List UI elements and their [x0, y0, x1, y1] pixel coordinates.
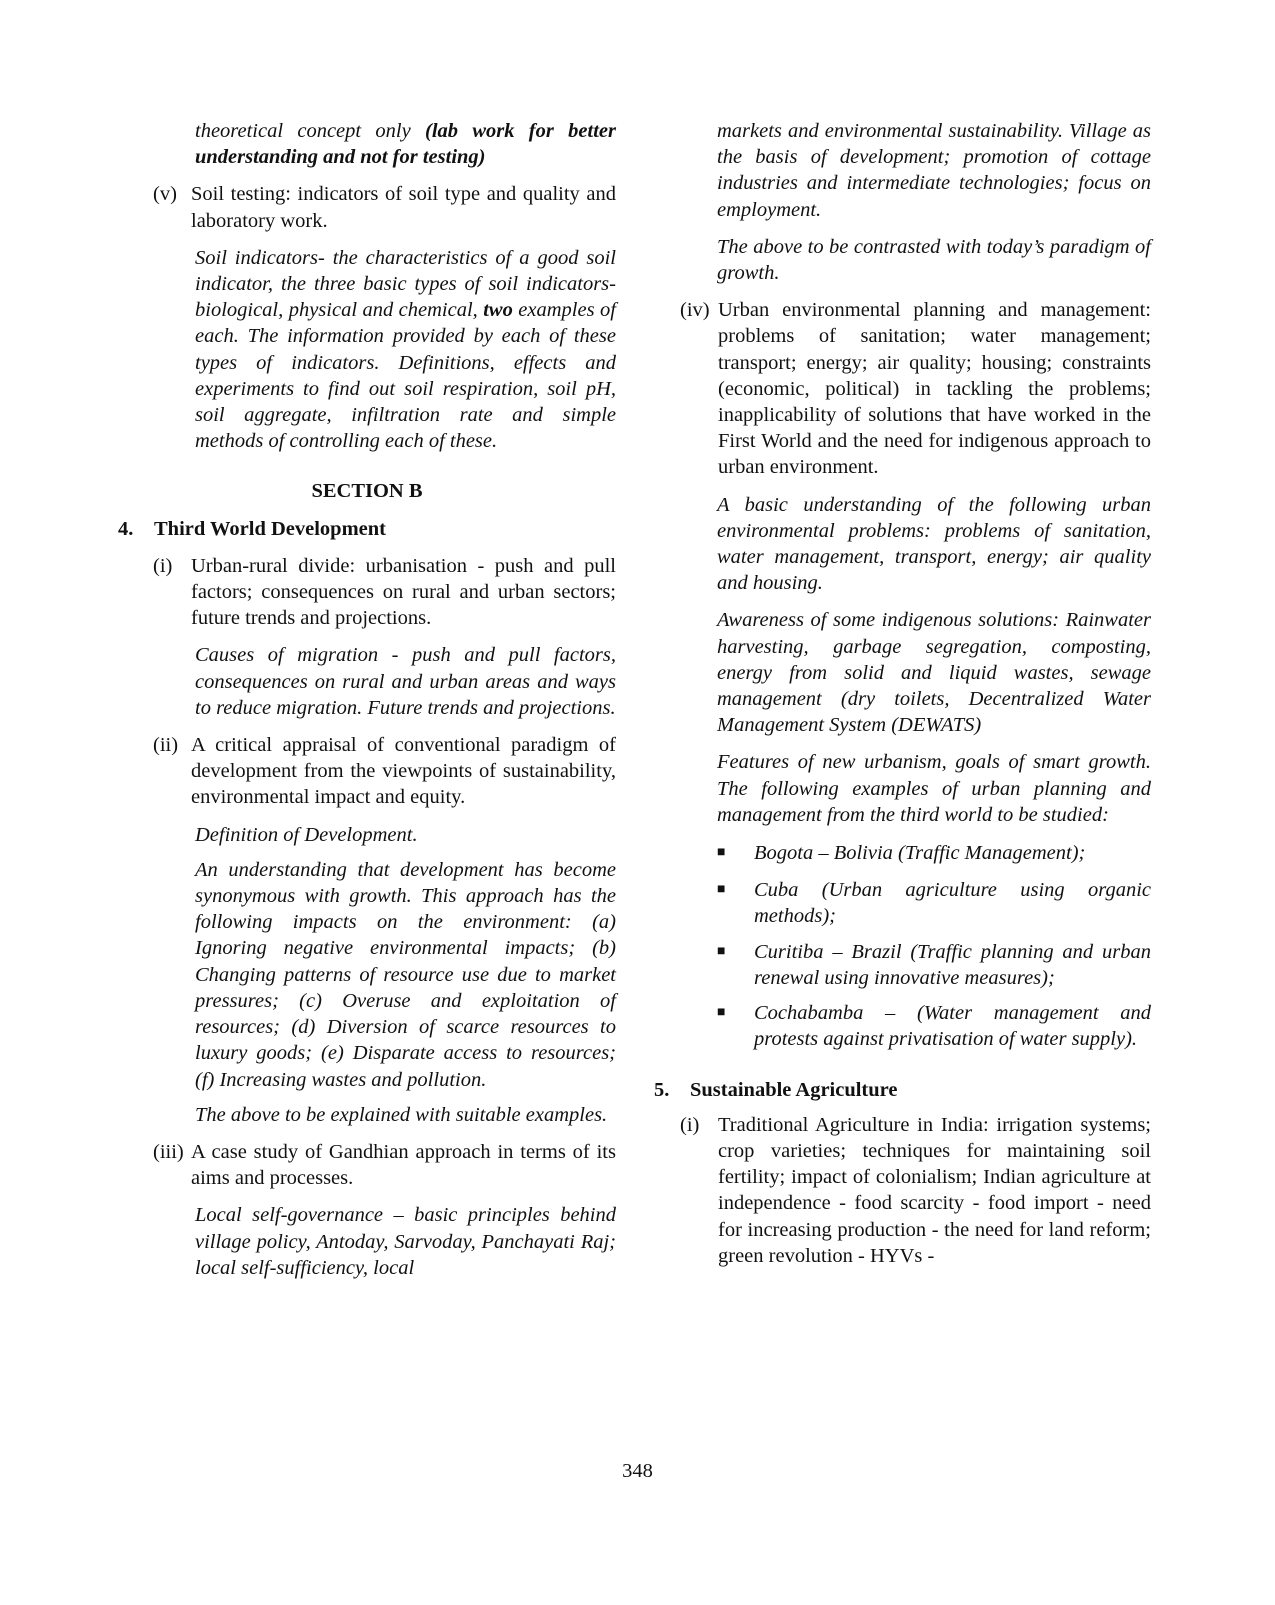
heading-4: [118, 516, 616, 542]
intro-text: theoretical concept only: [195, 120, 426, 142]
contrast-paragraph: The above to be contrasted with today’s paradigm of growth.: [717, 235, 1151, 285]
list-item: [717, 1000, 1151, 1052]
right-column: [654, 118, 1151, 1269]
migration-paragraph: Causes of migration - push and pull factors, consequences on rural and urban areas and ways to reduce migration. Future trends and projections.: [195, 644, 616, 719]
item-i-text: Urban-rural divide: urbanisation - push and pull factors; consequences on rural and urban sectors; future trends and projections.: [191, 554, 616, 630]
urban-problems-paragraph: A basic understanding of the following urban environmental problems: problems of sanitation, water management, transport, energy; air quality and housing.: [717, 493, 1151, 595]
heading-4-title: Third World Development: [154, 517, 386, 540]
item-v-number: (v): [153, 183, 177, 206]
heading-5-number: 5.: [654, 1078, 670, 1101]
soil-indicators-bold: two: [483, 299, 513, 322]
heading-4-number: 4.: [118, 517, 134, 540]
left-column: [118, 118, 616, 1281]
item-v-text: Soil testing: indicators of soil type and quality and laboratory work.: [191, 183, 616, 232]
list-item: [717, 939, 1151, 991]
item-5-i: [680, 1112, 1151, 1269]
gandhian-paragraph: Local self-governance – basic principles behind village policy, Antoday, Sarvoday, Panchayati Raj; local self-sufficiency, local: [195, 1204, 616, 1279]
item-iii: [153, 1139, 616, 1191]
item-ii: [153, 732, 616, 811]
item-iii-text: A case study of Gandhian approach in terms of its aims and processes.: [191, 1140, 616, 1190]
item-5-i-text: Traditional Agriculture in India: irrigation systems; crop varieties; techniques for maintaining soil fertility; impact of colonialism; Indian agriculture at independence - food scarcity - food import - need for increasing production - the need for land reform; green revolution - HYVs -: [718, 1113, 1151, 1267]
indigenous-solutions-paragraph: Awareness of some indigenous solutions: Rainwater harvesting, garbage segregation, composting, energy from solid and liquid wastes, sewage management (dry toilets, Decentralized Water Management System (DEWATS): [717, 609, 1151, 737]
continuation-paragraph: markets and environmental sustainability. Village as the basis of development; promotion of cottage industries and intermediate technologies; focus on employment.: [717, 120, 1151, 221]
soil-indicators-paragraph: [195, 245, 616, 455]
soil-indicators-text-c: examples of each. The information provided by each of these types of indicators. Definitions, effects and experiments to find out soil respiration, soil pH, soil aggregate, infiltration rate and simple methods of controlling each of these.: [195, 299, 616, 453]
new-urbanism-paragraph: Features of new urbanism, goals of smart growth. The following examples of urban planning and management from the third world to be studied:: [717, 751, 1151, 826]
list-item: [717, 840, 1151, 866]
development-paragraph: An understanding that development has become synonymous with growth. This approach has the following impacts on the environment: (a) Ignoring negative environmental impacts; (b) Changing patterns of resource use due to market pressures; (c) Overuse and exploitation of resources; (d) Diversion of scarce resources to luxury goods; (e) Disparate access to resources; (f) Increasing wastes and pollution.: [195, 858, 616, 1091]
heading-5: [654, 1077, 1151, 1103]
bullet-icon: ■: [717, 1005, 726, 1021]
soil-indicators-text-a: Soil indicators- the characteristics of a good soil indicator, the three basic types of soil indicators- biological, physical and chemical,: [195, 246, 616, 322]
bullet-text: Curitiba – Brazil (Traffic planning and urban renewal using innovative measures);: [754, 940, 1151, 989]
bullet-text: Bogota – Bolivia (Traffic Management);: [754, 842, 1086, 865]
item-i: [153, 553, 616, 632]
bullet-icon: ■: [717, 845, 726, 861]
bullet-icon: ■: [717, 882, 726, 898]
item-ii-text: A critical appraisal of conventional paradigm of development from the viewpoints of sustainability, environmental impact and equity.: [191, 734, 616, 809]
bullet-text: Cuba (Urban agriculture using organic methods);: [754, 879, 1151, 928]
heading-5-title: Sustainable Agriculture: [690, 1078, 898, 1101]
section-title: SECTION B: [311, 480, 423, 503]
intro-paragraph: [195, 118, 616, 170]
page-number: 348: [622, 1460, 653, 1482]
item-5-i-number: (i): [680, 1113, 700, 1136]
item-v: [153, 181, 616, 233]
bullet-icon: ■: [717, 943, 726, 959]
item-i-number: (i): [153, 554, 173, 577]
item-iv-text: Urban environmental planning and management: problems of sanitation; water management; transport; energy; air quality; housing; constraints (economic, political) in tackling the problems; inapplicability of solutions that have worked in the First World and the need for indigenous approach to urban environment.: [718, 299, 1151, 479]
explain-paragraph: The above to be explained with suitable examples.: [195, 1103, 608, 1126]
bullet-text: Cochabamba – (Water management and protests against privatisation of water supply).: [754, 1002, 1151, 1051]
item-iv-number: (iv): [680, 299, 710, 322]
list-item: [717, 877, 1151, 929]
item-iv: [680, 297, 1151, 480]
definition-paragraph: Definition of Development.: [195, 823, 418, 846]
item-iii-number: (iii): [153, 1140, 184, 1163]
intro-bold-text: (lab work for better understanding and not for testing): [195, 120, 616, 169]
item-ii-number: (ii): [153, 734, 179, 757]
